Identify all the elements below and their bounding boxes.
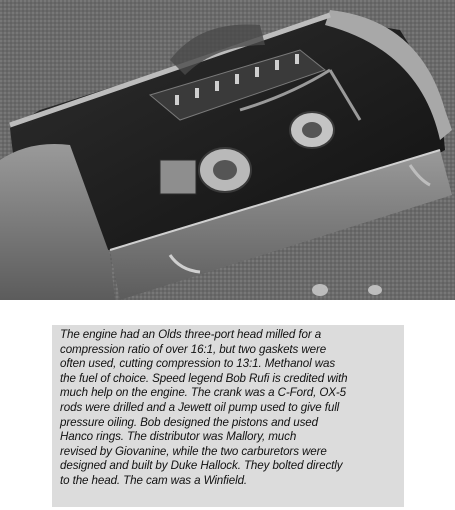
caption-line: compression ratio of over 16:1, but two gaskets were: [60, 342, 327, 356]
caption-line: The engine had an Olds three-port head milled for a: [60, 328, 322, 341]
caption-line: pressure oiling. Bob designed the pistons and used: [60, 415, 318, 429]
caption-box: [52, 325, 404, 507]
caption-line: much help on the engine. The crank was a C-Ford, OX-5: [60, 386, 346, 400]
caption-line: to the head. The cam was a Winfield.: [60, 473, 248, 487]
caption-line: Hanco rings. The distributor was Mallory, much: [60, 430, 297, 444]
caption-line: often used, cutting compression to 13:1. Methanol was: [60, 357, 336, 371]
caption-line: revised by Giovanine, while the two carburetors were: [60, 444, 327, 458]
caption-line: the fuel of choice. Speed legend Bob Rufi is credited with: [60, 371, 348, 385]
caption-line: rods were drilled and a Jewett oil pump used to give full: [60, 400, 340, 414]
caption-line: designed and built by Duke Hallock. They bolted directly: [60, 459, 343, 473]
